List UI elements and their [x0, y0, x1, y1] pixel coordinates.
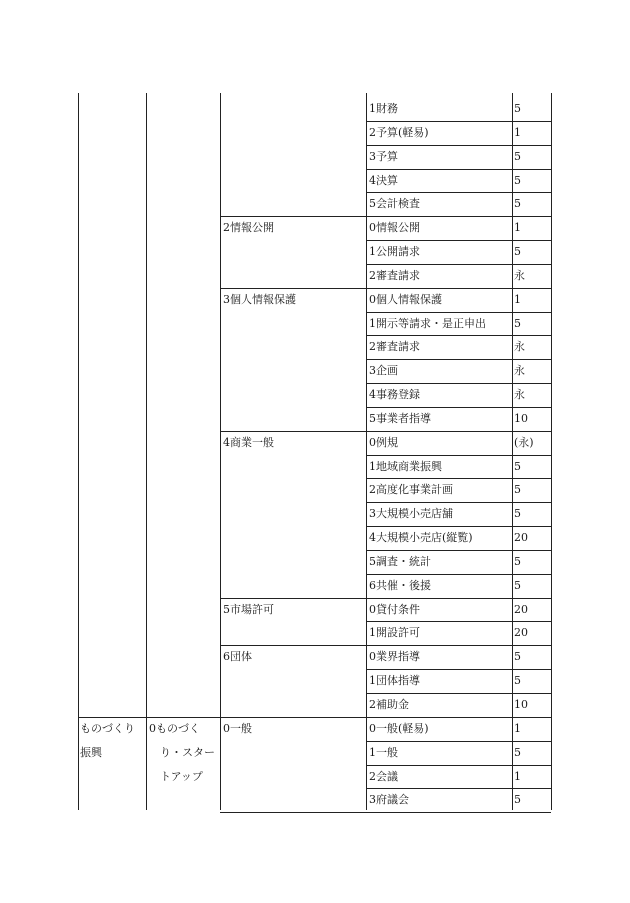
item-label: 1開示等請求・是正申出 [369, 316, 486, 330]
item-label: 1地域商業振興 [369, 459, 442, 473]
retention-period: 永 [514, 388, 525, 402]
item-row-rule [366, 121, 551, 122]
column-rule-1 [146, 93, 147, 810]
item-row-rule [366, 478, 551, 479]
category-label: ものづくり 振興 [80, 721, 135, 759]
retention-period: 永 [514, 268, 525, 282]
item-row-rule [366, 335, 551, 336]
item-row-rule [366, 359, 551, 360]
item-row-rule [366, 669, 551, 670]
retention-period: 1 [514, 721, 521, 735]
subsection-rule [220, 598, 366, 599]
subsection-label: 5市場許可 [223, 602, 274, 616]
item-row-rule [366, 621, 551, 622]
subsection-label: 4商業一般 [223, 435, 274, 449]
retention-period: 5 [514, 745, 521, 759]
item-row-rule [366, 574, 551, 575]
column-rule-0 [78, 93, 79, 810]
item-row-rule [366, 788, 551, 789]
retention-period: 20 [514, 602, 528, 616]
retention-period: 永 [514, 364, 525, 378]
item-label: 4事務登録 [369, 388, 420, 402]
retention-period: 5 [514, 149, 521, 163]
item-label: 2会議 [369, 769, 398, 783]
item-label: 3大規模小売店舗 [369, 507, 453, 521]
retention-period: 1 [514, 125, 521, 139]
retention-period: 1 [514, 292, 521, 306]
column-rule-5 [551, 93, 552, 810]
subsection-label: 3個人情報保護 [223, 292, 296, 306]
item-label: 1財務 [369, 102, 398, 115]
item-label: 3予算 [369, 149, 398, 163]
item-row-rule [366, 240, 551, 241]
item-row-rule [366, 812, 551, 813]
item-label: 0一般(軽易) [369, 721, 429, 735]
item-label: 2審査請求 [369, 268, 420, 282]
retention-period: 5 [514, 316, 521, 330]
retention-period: 20 [514, 626, 528, 640]
item-label: 0業界指導 [369, 650, 420, 664]
item-label: 2審査請求 [369, 340, 420, 354]
retention-period: 5 [514, 483, 521, 497]
subsection-rule [220, 431, 366, 432]
item-row-rule [366, 598, 551, 599]
item-row-rule [366, 383, 551, 384]
item-row-rule [366, 693, 551, 694]
item-row-rule [366, 645, 551, 646]
item-row-rule [366, 407, 551, 408]
retention-period: 5 [514, 197, 521, 211]
item-label: 3府議会 [369, 793, 409, 807]
subsection-label: 6団体 [223, 650, 252, 664]
item-row-rule [366, 431, 551, 432]
item-row-rule [366, 765, 551, 766]
subsection-label: 2情報公開 [223, 221, 274, 235]
item-label: 0情報公開 [369, 221, 420, 235]
retention-period: 5 [514, 245, 521, 259]
retention-period: 5 [514, 650, 521, 664]
retention-period: (永) [514, 435, 534, 449]
retention-period: 5 [514, 102, 521, 115]
item-label: 2補助金 [369, 698, 409, 711]
item-label: 0例規 [369, 435, 398, 449]
item-label: 0個人情報保護 [369, 292, 442, 306]
item-label: 4大規模小売店(縦覧) [369, 531, 473, 545]
item-row-rule [366, 455, 551, 456]
retention-period: 5 [514, 459, 521, 473]
item-label: 1開設許可 [369, 626, 420, 640]
retention-period: 10 [514, 411, 528, 425]
item-row-rule [366, 526, 551, 527]
subsection-rule [220, 812, 366, 813]
subsection-rule [220, 645, 366, 646]
item-label: 1一般 [369, 745, 398, 759]
item-row-rule [366, 741, 551, 742]
item-row-rule [366, 216, 551, 217]
column-rule-2 [220, 93, 221, 810]
item-label: 2高度化事業計画 [369, 483, 453, 497]
retention-period: 永 [514, 340, 525, 354]
item-row-rule [366, 288, 551, 289]
retention-period: 5 [514, 554, 521, 568]
item-row-rule [366, 264, 551, 265]
retention-period: 1 [514, 769, 521, 783]
item-row-rule [366, 145, 551, 146]
item-label: 2予算(軽易) [369, 125, 429, 139]
item-row-rule [366, 312, 551, 313]
item-row-rule [366, 192, 551, 193]
item-label: 5会計検査 [369, 197, 420, 211]
item-label: 1公開請求 [369, 245, 420, 259]
item-row-rule [366, 169, 551, 170]
item-label: 3企画 [369, 364, 398, 378]
item-row-rule [366, 550, 551, 551]
item-row-rule [366, 502, 551, 503]
subsection-rule [220, 216, 366, 217]
subsection-label: 0一般 [223, 721, 252, 735]
item-label: 4決算 [369, 173, 398, 187]
retention-period: 5 [514, 578, 521, 592]
item-label: 6共催・後援 [369, 578, 431, 592]
retention-period: 10 [514, 698, 528, 711]
item-label: 5事業者指導 [369, 411, 431, 425]
retention-period: 5 [514, 173, 521, 187]
subsection-rule [220, 288, 366, 289]
column-rule-4 [512, 93, 513, 810]
retention-period: 5 [514, 507, 521, 521]
column-rule-3 [366, 93, 367, 810]
retention-period: 5 [514, 674, 521, 688]
retention-period: 5 [514, 793, 521, 807]
retention-period: 20 [514, 531, 528, 545]
item-label: 1団体指導 [369, 674, 420, 688]
retention-period: 1 [514, 221, 521, 235]
section-label: 0ものづく り・スター トアップ [149, 721, 215, 783]
item-label: 0貸付条件 [369, 602, 420, 616]
item-label: 5調査・統計 [369, 554, 431, 568]
